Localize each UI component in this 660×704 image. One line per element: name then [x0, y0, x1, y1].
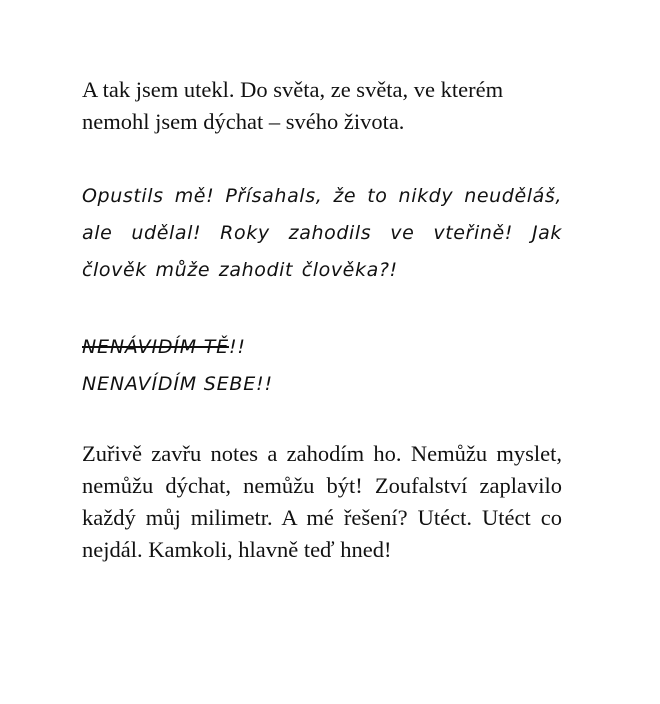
- shout-line-hate-myself: NENAVÍDÍM SEBE!!: [82, 373, 273, 395]
- paragraph-notebook: Zuřivě zavřu notes a zahodím ho. Nemůžu myslet, nemůžu dýchat, nemůžu být! Zoufalství zaplavilo každý můj milimetr. A mé řešení? Utéct. Utéct co nejdál. Kamkoli, hlavně teď hned!: [82, 441, 562, 562]
- struck-exclamation: !!: [228, 336, 246, 358]
- shout-block: [82, 329, 562, 403]
- shout-line-hate-you: [82, 329, 562, 366]
- paragraph-escape: A tak jsem utekl. Do světa, ze světa, ve kterém nemohl jsem dýchat – svého života.: [82, 77, 504, 134]
- document-page: [82, 74, 562, 566]
- handwritten-paragraph: Opustils mě! Přísahals, že to nikdy neuděláš, ale udělal! Roky zahodils ve vteřině! Jak člověk může zahodit člověka?!: [82, 185, 562, 281]
- struck-text: NENÁVIDÍM TĚ: [82, 336, 229, 358]
